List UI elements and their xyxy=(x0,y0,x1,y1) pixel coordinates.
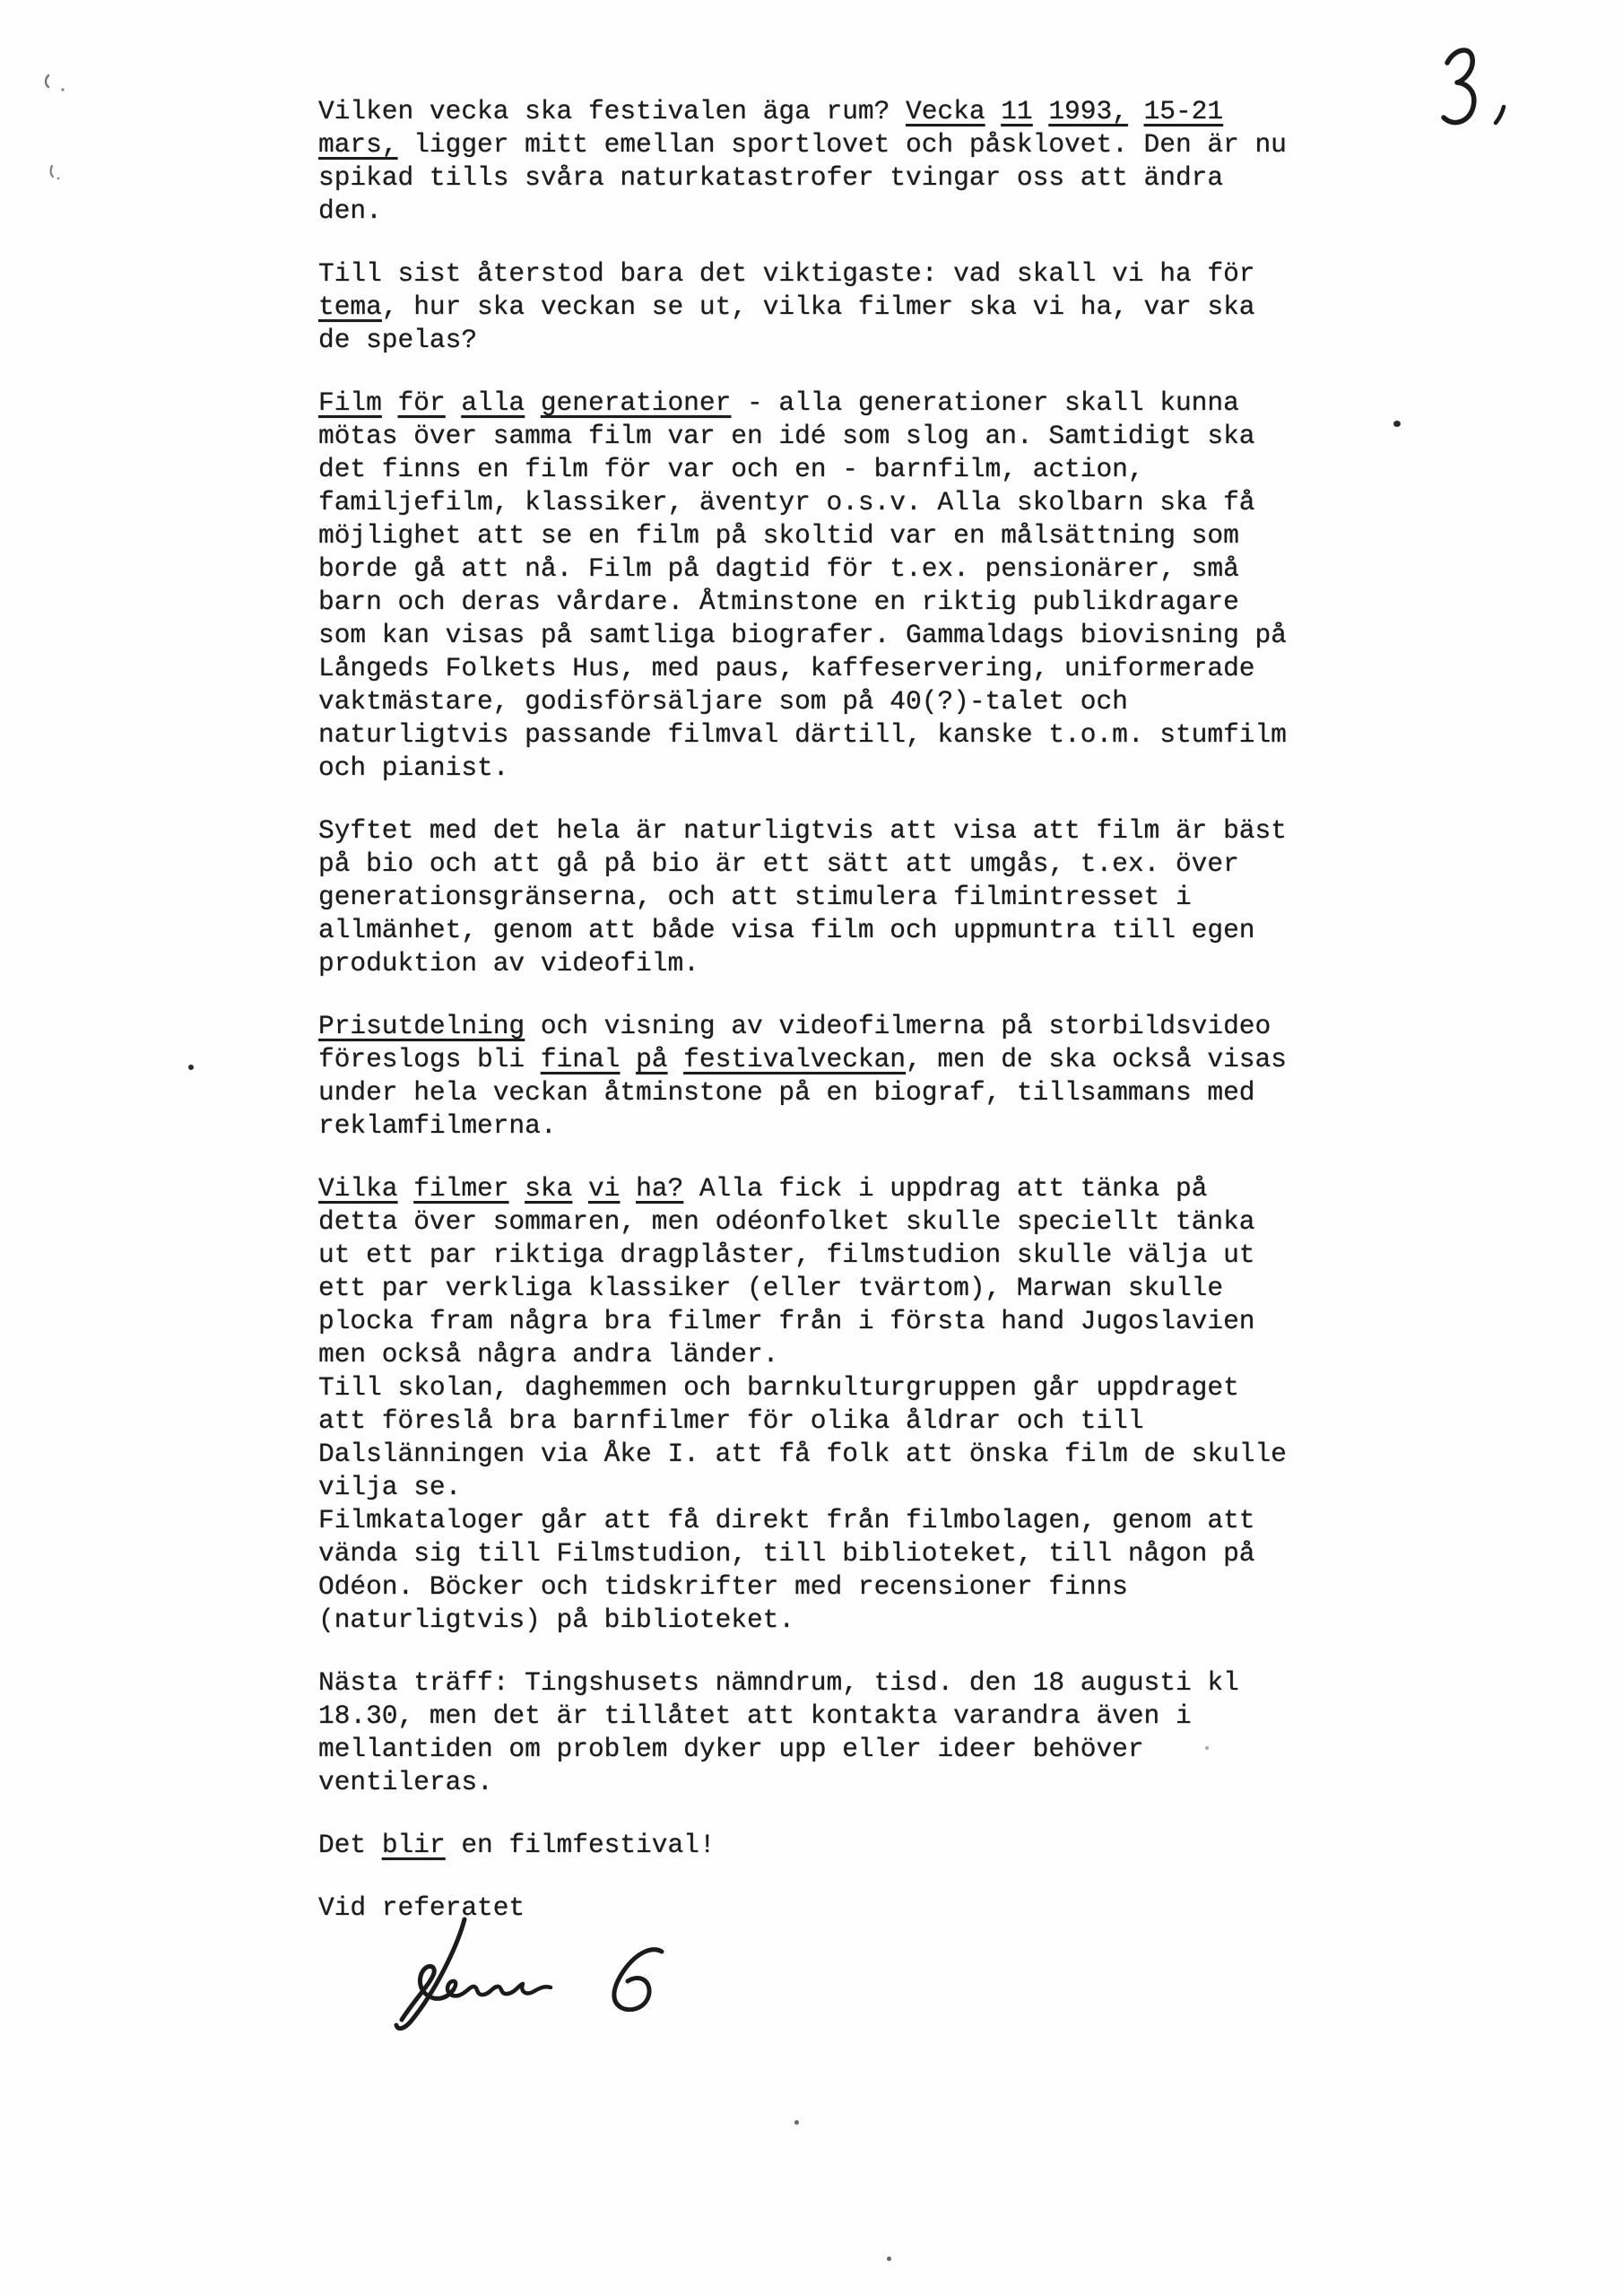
text-run: Filmkataloger går att få direkt från filmbolagen, genom att xyxy=(318,1505,1255,1535)
text-run: men också några andra länder. xyxy=(318,1339,779,1370)
text-run: Syftet med det hela är naturligtvis att visa att film är bäst xyxy=(318,815,1287,846)
text-run: de spelas? xyxy=(318,325,478,355)
underlined-text: vi xyxy=(587,1173,621,1204)
text-run: mellantiden om problem dyker upp eller ideer behöver xyxy=(318,1734,1144,1764)
text-run xyxy=(382,387,398,418)
text-run: den. xyxy=(318,196,382,226)
text-run xyxy=(525,387,541,418)
text-line xyxy=(318,161,1287,195)
text-run: , men de ska också visas xyxy=(906,1044,1287,1074)
text-run xyxy=(1033,96,1049,126)
text-run: naturligtvis passande filmval därtill, kanske t.o.m. stumfilm xyxy=(318,719,1287,750)
text-run: , hur ska veckan se ut, vilka filmer ska vi ha, var ska xyxy=(381,291,1255,322)
underlined-text: generationer xyxy=(540,387,732,418)
text-line xyxy=(318,1766,1287,1799)
text-run: reklamfilmerna. xyxy=(318,1110,557,1141)
scan-speck xyxy=(41,72,68,95)
text-line xyxy=(318,718,1287,752)
underlined-text: Film xyxy=(318,387,382,418)
text-line xyxy=(318,1829,1287,1862)
text-run: mötas över samma film var en idé som slog an. Samtidigt ska xyxy=(318,421,1255,451)
underlined-text: 1993, xyxy=(1048,96,1128,126)
scan-speck xyxy=(1205,1746,1209,1750)
underlined-text: på xyxy=(636,1044,668,1074)
text-run: föreslogs bli xyxy=(318,1044,541,1074)
text-run: spikad tills svåra naturkatastrofer tvingar oss att ändra xyxy=(318,162,1224,193)
text-line xyxy=(318,420,1287,453)
underlined-text: festivalveckan xyxy=(683,1044,907,1074)
text-line xyxy=(318,453,1287,486)
text-run: Alla fick i uppdrag att tänka på xyxy=(683,1173,1208,1204)
paragraph xyxy=(318,1829,1287,1862)
text-run xyxy=(620,1044,636,1074)
text-line xyxy=(318,519,1287,552)
text-line xyxy=(318,947,1287,980)
text-line xyxy=(318,1172,1287,1205)
text-run: vaktmästare, godisförsäljare som på 40(?)-talet och xyxy=(318,686,1128,717)
text-run: ut ett par riktiga dragplåster, filmstudion skulle välja ut xyxy=(318,1239,1255,1270)
text-line xyxy=(318,1570,1287,1604)
text-run: det finns en film för var och en - barnfilm, action, xyxy=(318,454,1144,484)
underlined-text: ha? xyxy=(636,1173,684,1204)
text-run xyxy=(446,387,462,418)
text-line xyxy=(318,95,1287,128)
text-run: generationsgränserna, och att stimulera filmintresset i xyxy=(318,882,1192,912)
text-line xyxy=(318,324,1287,357)
text-run: allmänhet, genom att både visa film och uppmuntra till egen xyxy=(318,915,1255,945)
paragraph xyxy=(318,1666,1287,1799)
text-run: 18.30, men det är tillåtet att kontakta varandra även i xyxy=(318,1700,1192,1731)
text-run: vända sig till Filmstudion, till biblioteket, till någon på xyxy=(318,1538,1255,1569)
text-run: detta över sommaren, men odéonfolket skulle speciellt tänka xyxy=(318,1206,1255,1237)
text-run: att föreslå bra barnfilmer för olika åldrar och till xyxy=(318,1405,1144,1436)
text-line xyxy=(318,1438,1287,1471)
text-run: Vilken vecka ska festivalen äga rum? xyxy=(318,96,907,126)
text-run: (naturligtvis) på biblioteket. xyxy=(318,1605,795,1635)
text-run: och visning av videofilmerna på storbildsvideo xyxy=(525,1011,1271,1041)
text-line xyxy=(318,128,1287,161)
text-line xyxy=(318,486,1287,519)
text-run xyxy=(620,1173,636,1204)
text-run: Långeds Folkets Hus, med paus, kaffeservering, uniformerade xyxy=(318,653,1255,683)
text-run: borde gå att nå. Film på dagtid för t.ex. pensionärer, små xyxy=(318,553,1239,584)
text-line xyxy=(318,914,1287,947)
text-line xyxy=(318,1010,1287,1043)
text-line xyxy=(318,1338,1287,1371)
underlined-text: Vilka xyxy=(318,1173,398,1204)
text-run: som kan visas på samtliga biografer. Gammaldags biovisning på xyxy=(318,620,1287,650)
underlined-text: ska xyxy=(525,1173,573,1204)
document-text xyxy=(318,95,1287,1954)
text-line xyxy=(318,195,1287,228)
text-line xyxy=(318,1205,1287,1239)
text-line xyxy=(318,291,1287,324)
text-line xyxy=(318,1700,1287,1733)
text-run: familjefilm, klassiker, äventyr o.s.v. Alla skolbarn ska få xyxy=(318,487,1255,517)
paragraph xyxy=(318,814,1287,980)
underlined-text: final xyxy=(540,1044,621,1074)
underlined-text: 11 xyxy=(1001,96,1033,126)
underlined-text: 15-21 xyxy=(1143,96,1224,126)
text-run xyxy=(398,1173,414,1204)
text-line xyxy=(318,1109,1287,1143)
underlined-text: blir xyxy=(381,1830,446,1860)
underlined-text: för xyxy=(397,387,446,418)
text-line xyxy=(318,814,1287,848)
text-line xyxy=(318,1272,1287,1305)
paragraph xyxy=(318,257,1287,357)
text-line xyxy=(318,1371,1287,1405)
text-run: Dalslänningen via Åke I. att få folk att önska film de skulle xyxy=(318,1439,1287,1469)
text-line xyxy=(318,586,1287,619)
text-run: vilja se. xyxy=(318,1472,462,1502)
text-run xyxy=(572,1173,588,1204)
text-line xyxy=(318,685,1287,718)
text-run xyxy=(667,1044,683,1074)
underlined-text: alla xyxy=(461,387,525,418)
text-run: Till sist återstod bara det viktigaste: vad skall vi ha för xyxy=(318,258,1255,289)
text-run: barn och deras vårdare. Åtminstone en riktig publikdragare xyxy=(318,587,1239,617)
underlined-text: mars, xyxy=(318,129,398,160)
text-run: en filmfestival! xyxy=(445,1830,716,1860)
scan-speck xyxy=(47,163,63,181)
text-line xyxy=(318,1537,1287,1570)
text-run: under hela veckan åtminstone på en biograf, tillsammans med xyxy=(318,1077,1255,1108)
signature-mark-handwriting xyxy=(599,1944,671,2012)
text-line xyxy=(318,1305,1287,1338)
text-line xyxy=(318,1076,1287,1109)
text-run: - alla generationer skall kunna xyxy=(731,387,1239,418)
text-run: plocka fram några bra filmer från i första hand Jugoslavien xyxy=(318,1306,1255,1336)
text-line xyxy=(318,387,1287,420)
text-run: och pianist. xyxy=(318,752,509,783)
underlined-text: Prisutdelning xyxy=(318,1011,525,1041)
text-line xyxy=(318,619,1287,652)
text-run xyxy=(985,96,1002,126)
text-line xyxy=(318,652,1287,685)
text-run xyxy=(1128,96,1144,126)
text-run: ligger mitt emellan sportlovet och påsklovet. Den är nu xyxy=(397,129,1287,160)
scan-speck xyxy=(887,2257,891,2261)
text-run: möjlighet att se en film på skoltid var en målsättning som xyxy=(318,520,1239,551)
text-run: på bio och att gå på bio är ett sätt att umgås, t.ex. över xyxy=(318,848,1239,879)
page-number-handwritten xyxy=(1435,43,1520,137)
underlined-text: filmer xyxy=(413,1173,509,1204)
text-run: Odéon. Böcker och tidskrifter med recensioner finns xyxy=(318,1571,1128,1602)
text-run: Vid referatet xyxy=(318,1892,525,1923)
scan-speck xyxy=(188,1065,194,1070)
text-run: Nästa träff: Tingshusets nämndrum, tisd. den 18 augusti kl xyxy=(318,1667,1239,1698)
scan-speck xyxy=(1393,421,1401,427)
text-line xyxy=(318,257,1287,291)
text-run: ventileras. xyxy=(318,1767,493,1797)
scan-speck xyxy=(794,2120,799,2125)
text-run: ett par verkliga klassiker (eller tvärtom), Marwan skulle xyxy=(318,1273,1224,1303)
text-line xyxy=(318,848,1287,881)
text-run xyxy=(508,1173,525,1204)
paragraph xyxy=(318,1172,1287,1637)
underlined-text: tema xyxy=(318,291,382,322)
text-line xyxy=(318,752,1287,785)
text-run: produktion av videofilm. xyxy=(318,948,699,978)
text-line xyxy=(318,1604,1287,1637)
paragraph xyxy=(318,387,1287,785)
paragraph xyxy=(318,1010,1287,1143)
text-line xyxy=(318,1733,1287,1766)
text-line xyxy=(318,1504,1287,1537)
text-run: Det xyxy=(318,1830,382,1860)
text-line xyxy=(318,1666,1287,1700)
text-line xyxy=(318,881,1287,914)
text-line xyxy=(318,1043,1287,1076)
paragraph xyxy=(318,95,1287,228)
text-line xyxy=(318,1471,1287,1504)
text-line xyxy=(318,1405,1287,1438)
text-line xyxy=(318,1239,1287,1272)
text-run: Till skolan, daghemmen och barnkulturgruppen går uppdraget xyxy=(318,1372,1239,1403)
underlined-text: Vecka xyxy=(906,96,985,126)
text-line xyxy=(318,552,1287,586)
